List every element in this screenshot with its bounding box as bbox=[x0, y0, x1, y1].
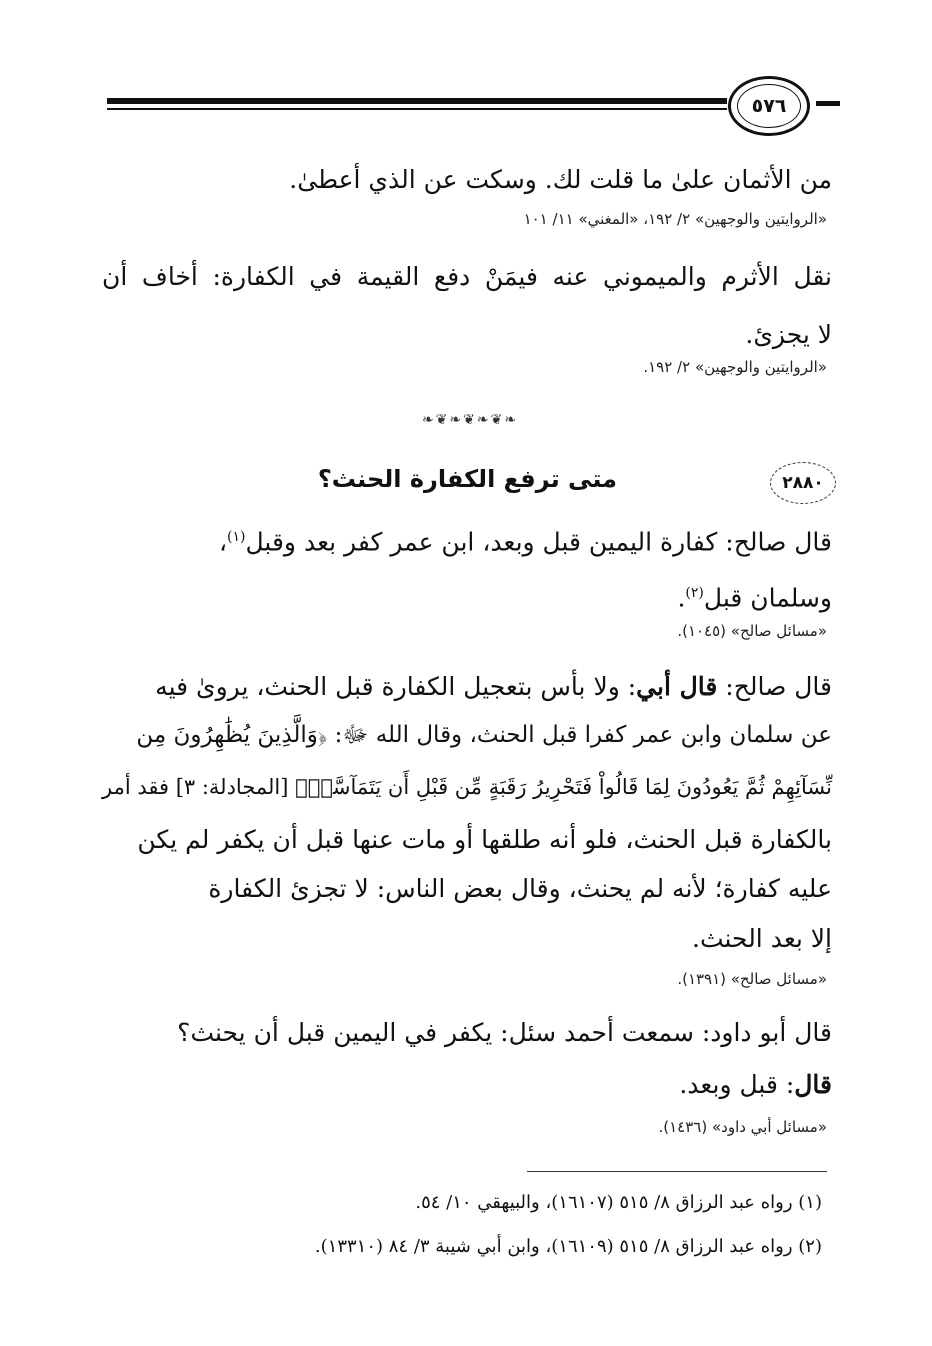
paragraph-line: قال أبو داود: سمعت أحمد سئل: يكفر في اليمين قبل أن يحنث؟ bbox=[177, 1018, 832, 1047]
source-citation: «مسائل صالح» (١٠٤٥). bbox=[677, 622, 827, 640]
section-number-badge bbox=[770, 462, 836, 504]
paragraph-line: بالكفارة قبل الحنث، فلو أنه طلقها أو مات عنها قبل أن يكفر لم يكن bbox=[137, 825, 832, 854]
paragraph-text: قال صالح: bbox=[717, 672, 832, 701]
header-rule-thick bbox=[107, 98, 727, 104]
footnote-ref: (١) bbox=[227, 529, 246, 545]
paragraph-line: لا يجزئ. bbox=[745, 320, 832, 349]
footnote-separator bbox=[527, 1171, 827, 1172]
paragraph-line: عن سلمان وابن عمر كفرا قبل الحنث، وقال الله ﷻ: ﴿وَالَّذِينَ يُظَٰهِرُونَ مِن bbox=[136, 722, 832, 748]
paragraph-line: إلا بعد الحنث. bbox=[692, 924, 832, 953]
source-citation: «الروايتين والوجهين» ٢/ ١٩٢، «المغني» ١١/ ١٠١ bbox=[523, 210, 827, 228]
paragraph-text: قال صالح: كفارة اليمين قبل وبعد، ابن عمر كفر بعد وقبل bbox=[245, 527, 832, 557]
paragraph-line bbox=[102, 1060, 832, 1110]
section-heading: متى ترفع الكفارة الحنث؟ bbox=[317, 465, 617, 493]
source-citation: «الروايتين والوجهين» ٢/ ١٩٢. bbox=[643, 358, 827, 376]
header-rule-thin bbox=[107, 108, 727, 110]
paragraph-line: نِّسَآئِهِمْ ثُمَّ يَعُودُونَ لِمَا قَالُواْ فَتَحْرِيرُ رَقَبَةٍ مِّن قَبْلِ أَن يَتَمَآسَّاۚ﴾ [المجادلة: ٣] فقد أمر bbox=[101, 775, 832, 799]
paragraph-line bbox=[102, 568, 832, 623]
source-citation: «مسائل أبي داود» (١٤٣٦). bbox=[658, 1118, 827, 1136]
bold-speaker: قال أبي bbox=[636, 672, 718, 701]
bold-speaker: قال bbox=[794, 1070, 832, 1099]
page-number-badge bbox=[728, 76, 810, 136]
section-divider-ornament: ❧❦❧❦❧❦❧ bbox=[421, 412, 519, 428]
footnote: (٢) رواه عبد الرزاق ٨/ ٥١٥ (١٦١٠٩)، وابن أبي شيبة ٣/ ٨٤ (١٣٣١٠). bbox=[314, 1236, 822, 1257]
source-citation: «مسائل صالح» (١٣٩١). bbox=[677, 970, 827, 988]
paragraph-line bbox=[102, 662, 832, 712]
page-number: ٥٧٦ bbox=[737, 84, 801, 128]
paragraph-text: وسلمان قبل bbox=[703, 583, 832, 613]
paragraph-text: : ولا بأس بتعجيل الكفارة قبل الحنث، يروىٰ فيه bbox=[155, 672, 637, 701]
footnote-ref: (٢) bbox=[685, 585, 704, 601]
punctuation: ، bbox=[218, 527, 228, 557]
footnote: (١) رواه عبد الرزاق ٨/ ٥١٥ (١٦١٠٧)، والبيهقي ١٠/ ٥٤. bbox=[415, 1192, 822, 1213]
header-rule-right bbox=[816, 101, 840, 106]
paragraph-line: عليه كفارة؛ لأنه لم يحنث، وقال بعض الناس: لا تجزئ الكفارة bbox=[208, 874, 832, 903]
section-number: ٢٨٨٠ bbox=[782, 473, 824, 493]
paragraph-text: : قبل وبعد. bbox=[679, 1070, 795, 1099]
paragraph-line bbox=[102, 512, 832, 567]
punctuation: . bbox=[677, 583, 686, 613]
paragraph-line: نقل الأثرم والميموني عنه فيمَنْ دفع القيمة في الكفارة: أخاف أن bbox=[102, 262, 832, 291]
paragraph-line: من الأثمان علىٰ ما قلت لك. وسكت عن الذي أعطىٰ. bbox=[289, 165, 832, 194]
